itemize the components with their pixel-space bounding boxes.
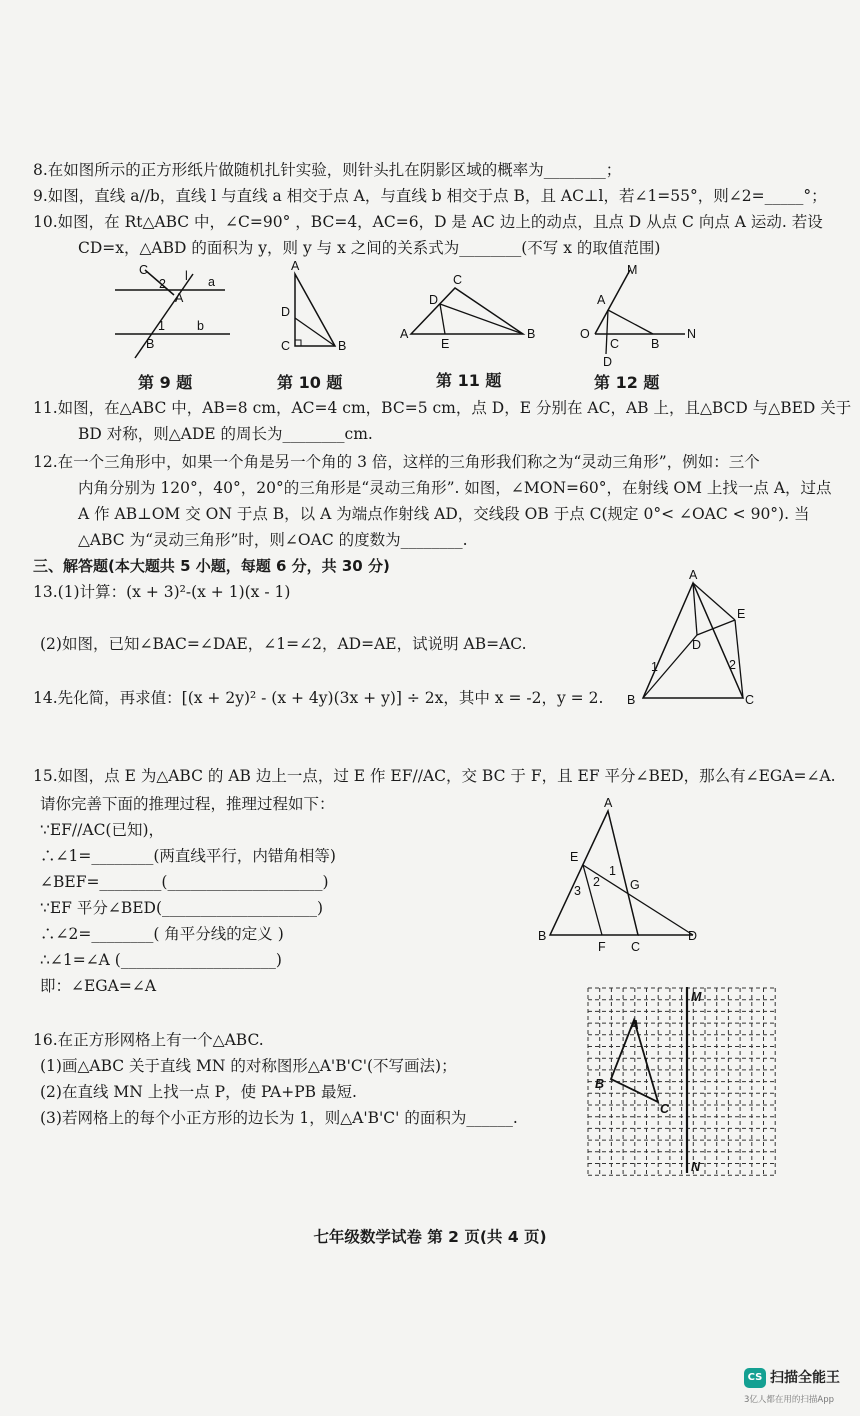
caption-fig11: 第 11 题: [436, 371, 502, 390]
question-15-step3: ∠BEF=________(____________________): [40, 873, 329, 891]
label-angle-1: 1: [609, 864, 616, 878]
caption-fig12: 第 12 题: [594, 373, 660, 392]
label-d: D: [603, 355, 613, 369]
label-b: B: [338, 339, 347, 353]
label-a: A: [291, 259, 300, 273]
label-n: N: [687, 327, 697, 341]
label-line-a: a: [208, 275, 215, 289]
label-e: E: [441, 337, 450, 351]
label-angle-2: 2: [593, 875, 600, 889]
label-angle-1: 1: [158, 319, 165, 333]
label-e: E: [570, 850, 579, 864]
label-c: C: [745, 693, 755, 707]
label-a: A: [400, 327, 409, 341]
label-a-point: A: [175, 291, 184, 305]
figure-12: [575, 262, 705, 367]
label-b: B: [595, 1077, 605, 1091]
section-3-heading: 三、解答题(本大题共 5 小题，每题 6 分，共 30 分): [33, 557, 390, 575]
question-15-step1: ∵EF//AC(已知)，: [40, 821, 165, 839]
figure-15: [530, 795, 710, 955]
question-15-line2: 请你完善下面的推理过程，推理过程如下：: [40, 795, 335, 813]
segment-de: [440, 304, 445, 334]
label-angle-2: 2: [159, 277, 166, 291]
label-b: B: [627, 693, 636, 707]
label-e: E: [737, 607, 746, 621]
question-15-step6: ∴∠1=∠A (____________________): [40, 951, 282, 969]
figure-16-grid: [585, 985, 775, 1175]
question-10-line1: 10.如图，在 Rt△ABC 中，∠C=90° ，BC=4，AC=6，D 是 AC 边上的动点，且点 D 从点 C 向点 A 运动. 若设: [33, 213, 823, 231]
figure-9: [105, 262, 235, 362]
figure-10: [275, 258, 355, 358]
question-15-step7: 即：∠EGA=∠A: [40, 977, 157, 995]
label-d: D: [688, 929, 698, 943]
label-c: C: [281, 339, 291, 353]
label-a: A: [597, 293, 606, 307]
question-15-step2: ∴∠1=________(两直线平行，内错角相等): [40, 847, 336, 865]
question-11-line1: 11.如图，在△ABC 中，AB=8 cm，AC=4 cm，BC=5 cm，点 D，E 分别在 AC，AB 上，且△BCD 与△BED 关于: [33, 399, 852, 417]
question-13-part1: 13.(1)计算：(x + 3)²-(x + 1)(x - 1): [33, 583, 291, 601]
triangle-abc: [411, 288, 523, 334]
figure-13: [615, 565, 765, 710]
label-m: M: [627, 263, 638, 277]
segment-ab: [608, 310, 653, 334]
label-f: F: [598, 940, 606, 954]
segment-ae: [693, 583, 735, 620]
caption-fig10: 第 10 题: [277, 373, 343, 392]
label-d: D: [281, 305, 291, 319]
label-c: C: [139, 263, 149, 277]
scanner-logo-icon: CS: [744, 1368, 766, 1388]
figure-11: [395, 272, 545, 357]
question-14: 14.先化简，再求值：[(x + 2y)² - (x + 4y)(3x + y)] ÷ 2x，其中 x = -2，y = 2.: [33, 689, 604, 707]
question-15-line1: 15.如图，点 E 为△ABC 的 AB 边上一点，过 E 作 EF//AC，交 BC 于 F，且 EF 平分∠BED，那么有∠EGA=∠A.: [33, 767, 836, 785]
triangle-abc: [295, 274, 335, 346]
question-16: 16.在正方形网格上有一个△ABC.: [33, 1031, 264, 1049]
caption-fig9: 第 9 题: [138, 373, 193, 392]
label-a: A: [630, 1018, 640, 1032]
label-b: B: [527, 327, 536, 341]
question-12-line4: △ABC 为“灵动三角形”时，则∠OAC 的度数为________.: [78, 531, 468, 549]
page-footer: 七年级数学试卷 第 2 页(共 4 页): [313, 1228, 547, 1246]
question-9: 9.如图，直线 a//b，直线 l 与直线 a 相交于点 A，与直线 b 相交于点 B，且 AC⊥l，若∠1=55°，则∠2=_____°；: [33, 187, 827, 205]
label-m: M: [691, 990, 702, 1004]
label-angle-2: 2: [729, 658, 736, 672]
label-b-point: B: [146, 337, 155, 351]
label-o: O: [580, 327, 590, 341]
question-12-line3: A 作 AB⊥OM 交 ON 于点 B，以 A 为端点作射线 AD，交线段 OB 于点 C(规定 0°< ∠OAC < 90°). 当: [78, 505, 810, 523]
label-c: C: [660, 1102, 670, 1116]
segment-bd: [440, 304, 523, 334]
label-angle-3: 3: [574, 884, 581, 898]
label-angle-1: 1: [651, 660, 658, 674]
label-n: N: [691, 1160, 701, 1174]
question-8: 8.在如图所示的正方形纸片做随机扎针实验，则针头扎在阴影区域的概率为________；: [33, 161, 622, 179]
question-12-line1: 12.在一个三角形中，如果一个角是另一个角的 3 倍，这样的三角形我们称之为“灵动三角形”，例如：三个: [33, 453, 760, 471]
ray-ad: [606, 310, 608, 354]
question-10-line2: CD=x，△ABD 的面积为 y，则 y 与 x 之间的关系式为________(不写 x 的取值范围): [78, 239, 661, 257]
question-16-part2: (2)在直线 MN 上找一点 P，使 PA+PB 最短.: [40, 1083, 357, 1101]
label-c: C: [631, 940, 641, 954]
label-d: D: [429, 293, 439, 307]
question-16-part3: (3)若网格上的每个小正方形的边长为 1，则△A'B'C' 的面积为______.: [40, 1109, 518, 1127]
label-g: G: [630, 878, 640, 892]
label-c: C: [453, 273, 463, 287]
label-c: C: [610, 337, 620, 351]
label-b: B: [538, 929, 547, 943]
label-line-b: b: [197, 319, 204, 333]
segment-de: [697, 620, 735, 635]
question-16-part1: (1)画△ABC 关于直线 MN 的对称图形△A'B'C'(不写画法)；: [40, 1057, 457, 1075]
label-b: B: [651, 337, 660, 351]
segment-ec: [735, 620, 743, 698]
scanner-app-name: 扫描全能王: [770, 1370, 840, 1386]
label-l: l: [185, 269, 188, 283]
label-d: D: [692, 638, 702, 652]
label-a: A: [689, 568, 698, 582]
label-a: A: [604, 796, 613, 810]
question-13-part2: (2)如图，已知∠BAC=∠DAE，∠1=∠2，AD=AE，试说明 AB=AC.: [40, 635, 527, 653]
question-15-step5: ∴∠2=________( 角平分线的定义 ): [40, 925, 284, 943]
question-15-step4: ∵EF 平分∠BED(____________________): [40, 899, 324, 917]
scanner-tagline: 3亿人都在用的扫描App: [744, 1395, 835, 1405]
question-11-line2: BD 对称，则△ADE 的周长为________cm.: [78, 425, 373, 443]
triangle-abc: [550, 811, 638, 935]
question-12-line2: 内角分别为 120°，40°，20°的三角形是“灵动三角形”. 如图，∠MON=60°，在射线 OM 上找一点 A，过点: [78, 479, 832, 497]
